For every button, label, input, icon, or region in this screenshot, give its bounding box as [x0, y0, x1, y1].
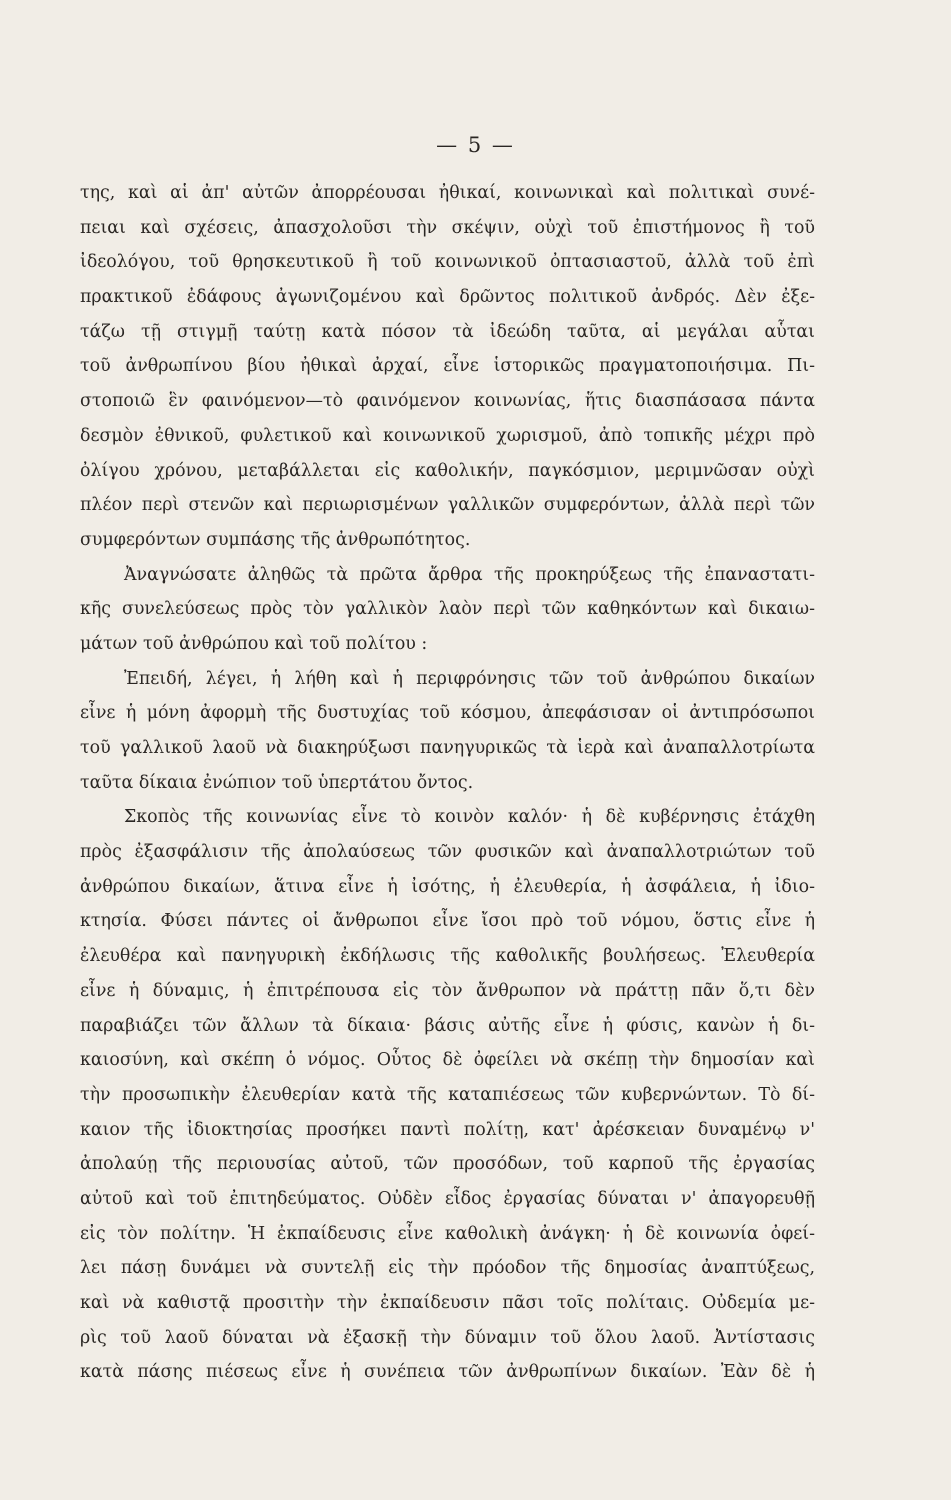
text-line: καιον τῆς ἰδιοκτησίας προσήκει παντὶ πολίτῃ, κατ' ἀρέσκειαν δυναμένῳ ν' [80, 1119, 815, 1140]
text-line: ἐλευθέρα καὶ πανηγυρικὴ ἐκδήλωσις τῆς καθολικῆς βουλήσεως. Ἐλευθερία [80, 946, 815, 967]
text-line: συμφερόντων συμπάσης τῆς ἀνθρωπότητος. [80, 529, 471, 550]
text-line: στοποιῶ ἓν φαινόμενον—τὸ φαινόμενον κοινωνίας, ἥτις διασπάσασα πάντα [80, 391, 815, 412]
text-line: πλέον περὶ στενῶν καὶ περιωρισμένων γαλλικῶν συμφερόντων, ἀλλὰ περὶ τῶν [80, 495, 815, 516]
text-line: τοῦ γαλλικοῦ λαοῦ νὰ διακηρύξωσι πανηγυρικῶς τὰ ἱερὰ καὶ ἀναπαλλοτρίωτα [80, 738, 815, 758]
text-line: πειαι καὶ σχέσεις, ἀπασχολοῦσι τὴν σκέψιν, οὐχὶ τοῦ ἐπιστήμονος ἢ τοῦ [80, 217, 815, 238]
text-line: κῆς συνελεύσεως πρὸς τὸν γαλλικὸν λαὸν περὶ τῶν καθηκόντων καὶ δικαιω- [80, 599, 815, 620]
text-line: ἰδεολόγου, τοῦ θρησκευτικοῦ ἢ τοῦ κοινωνικοῦ ὀπτασιαστοῦ, ἀλλὰ τοῦ ἐπὶ [80, 252, 815, 273]
text-line: κτησία. Φύσει πάντες οἱ ἄνθρωποι εἶνε ἴσοι πρὸ τοῦ νόμου, ὅστις εἶνε ἡ [80, 911, 815, 932]
text-line: λει πάσῃ δυνάμει νὰ συντελῇ εἰς τὴν πρόοδον τῆς δημοσίας ἀναπτύξεως, [80, 1258, 815, 1279]
text-line: τάζω τῇ στιγμῇ ταύτῃ κατὰ πόσον τὰ ἰδεώδη ταῦτα, αἱ μεγάλαι αὗται [80, 321, 815, 342]
text-line: πρακτικοῦ ἐδάφους ἀγωνιζομένου καὶ δρῶντος πολιτικοῦ ἀνδρός. Δὲν ἐξε- [80, 287, 815, 308]
text-line: τοῦ ἀνθρωπίνου βίου ἠθικαὶ ἀρχαί, εἶνε ἱστορικῶς πραγματοποιήσιμα. Πι- [80, 356, 815, 377]
text-line: τὴν προσωπικὴν ἐλευθερίαν κατὰ τῆς καταπιέσεως τῶν κυβερνώντων. Τὸ δί- [80, 1084, 815, 1105]
text-line: ταῦτα δίκαια ἐνώπιον τοῦ ὑπερτάτου ὄντος. [80, 772, 474, 793]
text-line: παραβιάζει τῶν ἄλλων τὰ δίκαια· βάσις αὐτῆς εἶνε ἡ φύσις, κανὼν ἡ δι- [80, 1015, 815, 1036]
text-line: καιοσύνη, καὶ σκέπη ὁ νόμος. Οὗτος δὲ ὀφείλει νὰ σκέπῃ τὴν δημοσίαν καὶ [80, 1050, 815, 1071]
text-line: εἶνε ἡ μόνη ἀφορμὴ τῆς δυστυχίας τοῦ κόσμου, ἀπεφάσισαν οἱ ἀντιπρόσωποι [80, 703, 815, 724]
text-line: ἀπολαύῃ τῆς περιουσίας αὐτοῦ, τῶν προσόδων, τοῦ καρποῦ τῆς ἐργασίας [80, 1154, 815, 1175]
text-line: ἀνθρώπου δικαίων, ἅτινα εἶνε ἡ ἰσότης, ἡ ἐλευθερία, ἡ ἀσφάλεια, ἡ ἰδιο- [80, 876, 815, 897]
text-line: δεσμὸν ἐθνικοῦ, φυλετικοῦ καὶ κοινωνικοῦ χωρισμοῦ, ἀπὸ τοπικῆς μέχρι πρὸ [80, 425, 815, 446]
text-line: πρὸς ἐξασφάλισιν τῆς ἀπολαύσεως τῶν φυσικῶν καὶ ἀναπαλλοτριώτων τοῦ [80, 842, 815, 863]
text-line: μάτων τοῦ ἀνθρώπου καὶ τοῦ πολίτου : [80, 633, 428, 654]
text-line: αὐτοῦ καὶ τοῦ ἐπιτηδεύματος. Οὐδὲν εἶδος ἐργασίας δύναται ν' ἀπαγορευθῇ [80, 1188, 815, 1209]
text-line: Ἀναγνώσατε ἀληθῶς τὰ πρῶτα ἄρθρα τῆς προκηρύξεως τῆς ἐπαναστατι- [124, 564, 815, 585]
text-line: Ἐπειδή, λέγει, ἡ λήθη καὶ ἡ περιφρόνησις τῶν τοῦ ἀνθρώπου δικαίων [124, 668, 815, 689]
text-line: εἰς τὸν πολίτην. Ἡ ἐκπαίδευσις εἶνε καθολικὴ ἀνάγκη· ἡ δὲ κοινωνία ὀφεί- [80, 1223, 815, 1244]
text-line: ὀλίγου χρόνου, μεταβάλλεται εἰς καθολικήν, παγκόσμιον, μεριμνῶσαν οὐχὶ [80, 460, 815, 481]
text-line: Σκοπὸς τῆς κοινωνίας εἶνε τὸ κοινὸν καλόν· ἡ δὲ κυβέρνησις ἐτάχθη [124, 807, 815, 828]
text-line: ρὶς τοῦ λαοῦ δύναται νὰ ἐξασκῇ τὴν δύναμιν τοῦ ὅλου λαοῦ. Ἀντίστασις [80, 1327, 815, 1348]
text-line: κατὰ πάσης πιέσεως εἶνε ἡ συνέπεια τῶν ἀνθρωπίνων δικαίων. Ἐὰν δὲ ἡ [80, 1362, 815, 1383]
text-line: εἶνε ἡ δύναμις, ἡ ἐπιτρέπουσα εἰς τὸν ἄνθρωπον νὰ πράττῃ πᾶν ὅ,τι δὲν [80, 980, 815, 1001]
text-line: της, καὶ αἱ ἀπ' αὐτῶν ἀπορρέουσαι ἠθικαί, κοινωνικαὶ καὶ πολιτικαὶ συνέ- [80, 183, 815, 203]
page-text [80, 176, 815, 1390]
text-line: καὶ νὰ καθιστᾷ προσιτὴν τὴν ἐκπαίδευσιν πᾶσι τοῖς πολίταις. Οὐδεμία με- [80, 1293, 815, 1313]
page-number: — 5 — [436, 133, 515, 157]
